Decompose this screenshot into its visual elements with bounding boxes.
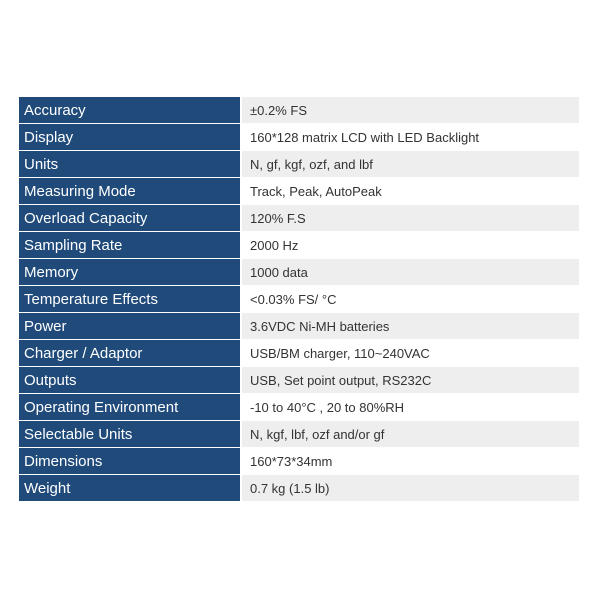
table-row: [19, 340, 579, 366]
table-row: [19, 367, 579, 393]
spec-value-temperature-effects: <0.03% FS/ °C: [242, 286, 579, 312]
table-row: [19, 286, 579, 312]
spec-label-outputs: Outputs: [19, 367, 242, 393]
spec-value-outputs: USB, Set point output, RS232C: [242, 367, 579, 393]
table-row: [19, 178, 579, 204]
spec-label-operating-environment: Operating Environment: [19, 394, 242, 420]
spec-label-overload-capacity: Overload Capacity: [19, 205, 242, 231]
spec-label-selectable-units: Selectable Units: [19, 421, 242, 447]
spec-label-charger-adaptor: Charger / Adaptor: [19, 340, 242, 366]
spec-value-sampling-rate: 2000 Hz: [242, 232, 579, 258]
table-row: [19, 97, 579, 123]
table-row: [19, 259, 579, 285]
spec-value-measuring-mode: Track, Peak, AutoPeak: [242, 178, 579, 204]
table-row: [19, 232, 579, 258]
spec-value-units: N, gf, kgf, ozf, and lbf: [242, 151, 579, 177]
spec-label-dimensions: Dimensions: [19, 448, 242, 474]
spec-value-dimensions: 160*73*34mm: [242, 448, 579, 474]
table-row: [19, 421, 579, 447]
spec-label-sampling-rate: Sampling Rate: [19, 232, 242, 258]
table-row: [19, 394, 579, 420]
table-row: [19, 124, 579, 150]
spec-value-selectable-units: N, kgf, lbf, ozf and/or gf: [242, 421, 579, 447]
spec-value-display: 160*128 matrix LCD with LED Backlight: [242, 124, 579, 150]
spec-value-overload-capacity: 120% F.S: [242, 205, 579, 231]
spec-label-measuring-mode: Measuring Mode: [19, 178, 242, 204]
spec-label-units: Units: [19, 151, 242, 177]
spec-value-accuracy: ±0.2% FS: [242, 97, 579, 123]
spec-label-weight: Weight: [19, 475, 242, 501]
table-row: [19, 475, 579, 501]
specifications-table: [19, 96, 579, 502]
spec-label-power: Power: [19, 313, 242, 339]
spec-value-memory: 1000 data: [242, 259, 579, 285]
spec-label-display: Display: [19, 124, 242, 150]
spec-value-charger-adaptor: USB/BM charger, 110~240VAC: [242, 340, 579, 366]
spec-label-temperature-effects: Temperature Effects: [19, 286, 242, 312]
spec-label-accuracy: Accuracy: [19, 97, 242, 123]
spec-value-weight: 0.7 kg (1.5 lb): [242, 475, 579, 501]
spec-value-power: 3.6VDC Ni-MH batteries: [242, 313, 579, 339]
spec-label-memory: Memory: [19, 259, 242, 285]
table-row: [19, 313, 579, 339]
table-row: [19, 151, 579, 177]
table-row: [19, 448, 579, 474]
spec-value-operating-environment: -10 to 40°C , 20 to 80%RH: [242, 394, 579, 420]
table-row: [19, 205, 579, 231]
